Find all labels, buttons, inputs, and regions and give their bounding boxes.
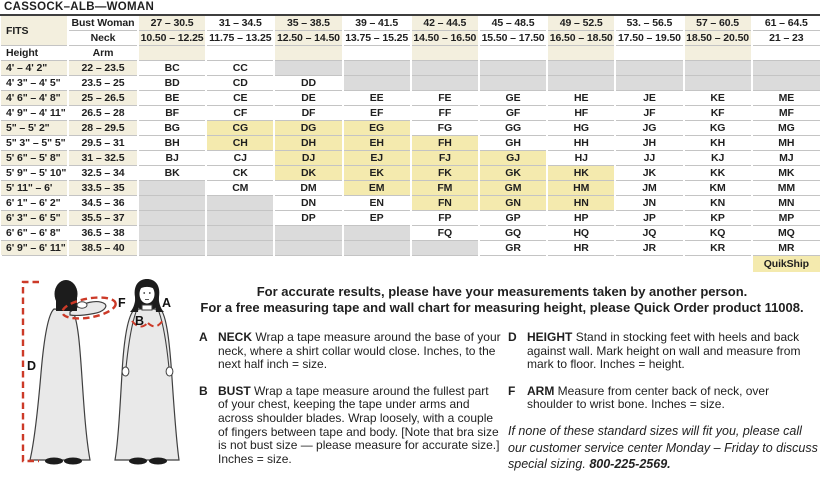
size-code-cell: FM — [411, 181, 479, 196]
size-code-cell: JK — [615, 166, 683, 181]
instruction-term: BUST — [218, 383, 251, 398]
bust-range-cell: 35 – 38.5 — [274, 16, 342, 31]
height-range-cell: 4' 9" – 4' 11" — [1, 106, 68, 121]
intro-text — [190, 284, 814, 315]
size-code-cell: CF — [206, 106, 274, 121]
size-code-cell: FQ — [411, 226, 479, 241]
cassock-figures-illustration — [2, 278, 202, 482]
neck-range-cell: 12.50 – 14.50 — [274, 31, 342, 46]
size-row — [1, 211, 820, 226]
empty-size-cell — [411, 61, 479, 76]
height-range-cell: 6' 3" – 6' 5" — [1, 211, 68, 226]
size-code-cell: BE — [138, 91, 206, 106]
size-code-cell: CG — [206, 121, 274, 136]
bust-range-cell: 27 – 30.5 — [138, 16, 206, 31]
size-code-cell: JF — [615, 106, 683, 121]
size-row — [1, 91, 820, 106]
neck-label-a: A — [162, 296, 172, 310]
size-code-cell: HQ — [547, 226, 615, 241]
empty-size-cell — [752, 61, 820, 76]
size-code-cell: JP — [615, 211, 683, 226]
size-code-cell: JJ — [615, 151, 683, 166]
header-spacer-cell — [615, 46, 683, 61]
size-code-cell: MG — [752, 121, 820, 136]
instruction-bust — [199, 385, 501, 467]
size-code-cell: DG — [274, 121, 342, 136]
header-spacer-cell — [343, 46, 411, 61]
height-range-cell: 5' 11" – 6' — [1, 181, 68, 196]
instruction-text: Measure from center back of neck, over shoulder to wrist bone. Inches = size. — [527, 383, 770, 412]
empty-size-cell — [684, 76, 752, 91]
neck-range-cell: 15.50 – 17.50 — [479, 31, 547, 46]
intro-line-1: For accurate results, please have your measurements taken by another person. — [256, 284, 748, 299]
height-range-cell: 5" 3" – 5" 5" — [1, 136, 68, 151]
size-code-cell: GP — [479, 211, 547, 226]
size-row — [1, 181, 820, 196]
height-range-cell: 4' – 4' 2" — [1, 61, 68, 76]
empty-size-cell — [274, 61, 342, 76]
size-code-cell: HP — [547, 211, 615, 226]
size-code-cell: JE — [615, 91, 683, 106]
fits-label: FITS — [1, 16, 68, 46]
size-row — [1, 61, 820, 76]
size-code-cell: EE — [343, 91, 411, 106]
instructions-column-right — [508, 331, 816, 425]
height-range-cell: 5' 6" – 5' 8" — [1, 151, 68, 166]
size-code-cell: BH — [138, 136, 206, 151]
size-code-cell: JN — [615, 196, 683, 211]
arm-label-f: F — [118, 296, 126, 310]
size-code-cell: FE — [411, 91, 479, 106]
height-range-cell: 5" – 5' 2" — [1, 121, 68, 136]
size-code-cell: DH — [274, 136, 342, 151]
header-spacer-cell — [138, 46, 206, 61]
empty-size-cell — [274, 226, 342, 241]
size-row — [1, 241, 820, 256]
size-code-cell: MJ — [752, 151, 820, 166]
size-code-cell: CD — [206, 76, 274, 91]
size-code-cell: GK — [479, 166, 547, 181]
size-code-cell: FK — [411, 166, 479, 181]
neck-range-cell: 13.75 – 15.25 — [343, 31, 411, 46]
size-code-cell: JR — [615, 241, 683, 256]
figure-back-view — [30, 280, 106, 465]
empty-size-cell — [206, 226, 274, 241]
header-spacer-cell — [206, 46, 274, 61]
size-code-cell: GR — [479, 241, 547, 256]
bust-range-cell: 53. – 56.5 — [615, 16, 683, 31]
arm-range-cell: 28 – 29.5 — [68, 121, 138, 136]
height-range-cell: 4' 6" – 4' 8" — [1, 91, 68, 106]
neck-range-cell: 10.50 – 12.25 — [138, 31, 206, 46]
size-code-cell: FH — [411, 136, 479, 151]
size-code-cell: GH — [479, 136, 547, 151]
size-code-cell: MF — [752, 106, 820, 121]
arm-range-cell: 25 – 26.5 — [68, 91, 138, 106]
arm-range-cell: 22 – 23.5 — [68, 61, 138, 76]
size-code-cell: KM — [684, 181, 752, 196]
size-code-cell: DJ — [274, 151, 342, 166]
bust-range-cell: 45 – 48.5 — [479, 16, 547, 31]
size-row — [1, 106, 820, 121]
special-sizing-text: If none of these standard sizes will fit you, please call our customer service center Monday – Friday to discuss special sizing. — [508, 424, 818, 471]
height-range-cell: 6' 6" – 6' 8" — [1, 226, 68, 241]
size-code-cell: DK — [274, 166, 342, 181]
size-code-cell: MH — [752, 136, 820, 151]
bust-range-cell: 61 – 64.5 — [752, 16, 820, 31]
size-code-cell: MR — [752, 241, 820, 256]
height-column-header: Height — [1, 46, 68, 61]
size-code-cell: HG — [547, 121, 615, 136]
size-code-cell: CE — [206, 91, 274, 106]
size-code-cell: MK — [752, 166, 820, 181]
size-code-cell: JG — [615, 121, 683, 136]
size-code-cell: BG — [138, 121, 206, 136]
size-code-cell: KK — [684, 166, 752, 181]
arm-range-cell: 23.5 – 25 — [68, 76, 138, 91]
size-code-cell: MQ — [752, 226, 820, 241]
empty-size-cell — [138, 241, 206, 256]
size-code-cell: KQ — [684, 226, 752, 241]
neck-row-label: Neck — [68, 31, 138, 46]
header-spacer-cell — [274, 46, 342, 61]
size-row — [1, 76, 820, 91]
bust-label-b: B — [135, 314, 145, 328]
size-code-cell: DN — [274, 196, 342, 211]
empty-size-cell — [206, 211, 274, 226]
arm-range-cell: 32.5 – 34 — [68, 166, 138, 181]
arm-range-cell: 36.5 – 38 — [68, 226, 138, 241]
instruction-letter: D — [508, 330, 517, 344]
size-code-cell: BK — [138, 166, 206, 181]
empty-size-cell — [343, 76, 411, 91]
size-code-cell: CH — [206, 136, 274, 151]
arm-range-cell: 26.5 – 28 — [68, 106, 138, 121]
size-code-cell: HR — [547, 241, 615, 256]
instruction-text: Wrap a tape measure around the fullest part of your chest, keeping the tape under arms and across shoulder blades. Wrap loosely, with a couple of fingers between tape and body. [Note that bra size is not bust size — please measure for accurate size.] Inches = size. — [218, 383, 500, 466]
size-code-cell: GG — [479, 121, 547, 136]
neck-range-cell: 21 – 23 — [752, 31, 820, 46]
size-code-cell: GE — [479, 91, 547, 106]
neck-range-cell: 14.50 – 16.50 — [411, 31, 479, 46]
size-code-cell: GJ — [479, 151, 547, 166]
size-code-cell: EJ — [343, 151, 411, 166]
size-code-cell: EM — [343, 181, 411, 196]
size-code-cell: EG — [343, 121, 411, 136]
size-code-cell: BJ — [138, 151, 206, 166]
size-code-cell: BD — [138, 76, 206, 91]
quikship-row — [1, 256, 820, 273]
intro-line-2: For a free measuring tape and wall chart for measuring height, please Quick Order product 11008. — [200, 299, 804, 315]
arm-range-cell: 34.5 – 36 — [68, 196, 138, 211]
height-range-cell: 6' 9" – 6' 11" — [1, 241, 68, 256]
size-code-cell: FP — [411, 211, 479, 226]
size-code-cell: GM — [479, 181, 547, 196]
height-range-cell: 6' 1" – 6' 2" — [1, 196, 68, 211]
size-code-cell: BF — [138, 106, 206, 121]
size-code-cell: KP — [684, 211, 752, 226]
arm-range-cell: 38.5 – 40 — [68, 241, 138, 256]
size-code-cell: GF — [479, 106, 547, 121]
arm-range-cell: 35.5 – 37 — [68, 211, 138, 226]
empty-size-cell — [343, 61, 411, 76]
size-code-cell: MM — [752, 181, 820, 196]
size-row — [1, 166, 820, 181]
header-spacer-cell — [479, 46, 547, 61]
size-code-cell: KE — [684, 91, 752, 106]
instruction-letter: F — [508, 383, 516, 398]
size-code-cell: JM — [615, 181, 683, 196]
neck-range-cell: 17.50 – 19.50 — [615, 31, 683, 46]
empty-size-cell — [752, 76, 820, 91]
size-row — [1, 226, 820, 241]
size-code-cell: KR — [684, 241, 752, 256]
size-code-cell: KJ — [684, 151, 752, 166]
empty-size-cell — [138, 211, 206, 226]
size-code-cell: HE — [547, 91, 615, 106]
size-row — [1, 196, 820, 211]
bust-range-cell: 39 – 41.5 — [343, 16, 411, 31]
size-code-cell: DM — [274, 181, 342, 196]
special-sizing-note — [508, 423, 820, 473]
arm-range-cell: 31 – 32.5 — [68, 151, 138, 166]
measurement-diagram — [2, 278, 202, 482]
instruction-term: ARM — [527, 383, 555, 398]
header-spacer-cell — [752, 46, 820, 61]
empty-size-cell — [274, 241, 342, 256]
header-spacer-cell — [411, 46, 479, 61]
height-range-cell: 4' 3" – 4' 5" — [1, 76, 68, 91]
header-spacer-cell — [547, 46, 615, 61]
neck-range-cell: 16.50 – 18.50 — [547, 31, 615, 46]
empty-size-cell — [615, 76, 683, 91]
empty-size-cell — [479, 76, 547, 91]
size-code-cell: DP — [274, 211, 342, 226]
instruction-arm — [508, 385, 816, 412]
empty-size-cell — [206, 241, 274, 256]
size-code-cell: CM — [206, 181, 274, 196]
height-range-cell: 5' 9" – 5' 10" — [1, 166, 68, 181]
instruction-neck — [199, 331, 501, 372]
size-code-cell: CJ — [206, 151, 274, 166]
size-code-cell: DE — [274, 91, 342, 106]
size-code-cell: JH — [615, 136, 683, 151]
empty-size-cell — [479, 61, 547, 76]
empty-size-cell — [547, 61, 615, 76]
bust-row-label: Bust Woman — [68, 16, 138, 31]
size-code-cell: KG — [684, 121, 752, 136]
empty-size-cell — [138, 196, 206, 211]
size-code-cell: JQ — [615, 226, 683, 241]
neck-range-cell: 11.75 – 13.25 — [206, 31, 274, 46]
size-code-cell: HF — [547, 106, 615, 121]
size-code-cell: GQ — [479, 226, 547, 241]
size-chart-table — [0, 16, 820, 272]
size-code-cell: FG — [411, 121, 479, 136]
arm-range-cell: 33.5 – 35 — [68, 181, 138, 196]
size-code-cell: EF — [343, 106, 411, 121]
bust-range-cell: 42 – 44.5 — [411, 16, 479, 31]
instruction-term: HEIGHT — [527, 330, 573, 344]
size-row — [1, 136, 820, 151]
size-code-cell: EH — [343, 136, 411, 151]
arm-column-header: Arm — [68, 46, 138, 61]
size-code-cell: EN — [343, 196, 411, 211]
size-code-cell: CK — [206, 166, 274, 181]
size-code-cell: HH — [547, 136, 615, 151]
empty-size-cell — [206, 196, 274, 211]
size-code-cell: EK — [343, 166, 411, 181]
size-code-cell: FJ — [411, 151, 479, 166]
neck-range-cell: 18.50 – 20.50 — [684, 31, 752, 46]
size-code-cell: KF — [684, 106, 752, 121]
instructions-column-left — [199, 331, 501, 479]
size-row — [1, 121, 820, 136]
empty-size-cell — [138, 181, 206, 196]
height-label-d: D — [27, 359, 37, 373]
empty-size-cell — [343, 226, 411, 241]
arm-range-cell: 29.5 – 31 — [68, 136, 138, 151]
empty-size-cell — [547, 76, 615, 91]
size-code-cell: GN — [479, 196, 547, 211]
empty-size-cell — [615, 61, 683, 76]
empty-size-cell — [411, 76, 479, 91]
size-code-cell: BC — [138, 61, 206, 76]
page-title: CASSOCK–ALB—WOMAN — [0, 0, 820, 16]
quikship-badge: QuikShip — [752, 256, 820, 273]
size-code-cell: CC — [206, 61, 274, 76]
size-code-cell: ME — [752, 91, 820, 106]
size-code-cell: MP — [752, 211, 820, 226]
instruction-letter: B — [199, 383, 208, 398]
bust-range-cell: 49 – 52.5 — [547, 16, 615, 31]
bust-range-cell: 31 – 34.5 — [206, 16, 274, 31]
size-code-cell: MN — [752, 196, 820, 211]
size-row — [1, 151, 820, 166]
instruction-letter: A — [199, 330, 208, 344]
size-code-cell: KN — [684, 196, 752, 211]
size-code-cell: FN — [411, 196, 479, 211]
size-code-cell: HJ — [547, 151, 615, 166]
empty-size-cell — [138, 226, 206, 241]
empty-size-cell — [411, 241, 479, 256]
instruction-text: Stand in stocking feet with heels and back against wall. Mark height on wall and measure from mark to floor. Inches = height. — [527, 330, 801, 372]
customer-service-phone: 800-225-2569. — [589, 457, 671, 471]
instruction-term: NECK — [218, 330, 253, 344]
size-code-cell: HM — [547, 181, 615, 196]
size-code-cell: FF — [411, 106, 479, 121]
header-spacer-cell — [684, 46, 752, 61]
empty-size-cell — [684, 61, 752, 76]
size-code-cell: DF — [274, 106, 342, 121]
size-code-cell: EP — [343, 211, 411, 226]
bust-range-cell: 57 – 60.5 — [684, 16, 752, 31]
empty-size-cell — [343, 241, 411, 256]
instruction-text: Wrap a tape measure around the base of your neck, where a shirt collar would close. Inches, to the next half inch = size. — [218, 330, 501, 372]
size-code-cell: DD — [274, 76, 342, 91]
instruction-height — [508, 331, 816, 372]
size-code-cell: KH — [684, 136, 752, 151]
size-code-cell: HK — [547, 166, 615, 181]
size-code-cell: HN — [547, 196, 615, 211]
